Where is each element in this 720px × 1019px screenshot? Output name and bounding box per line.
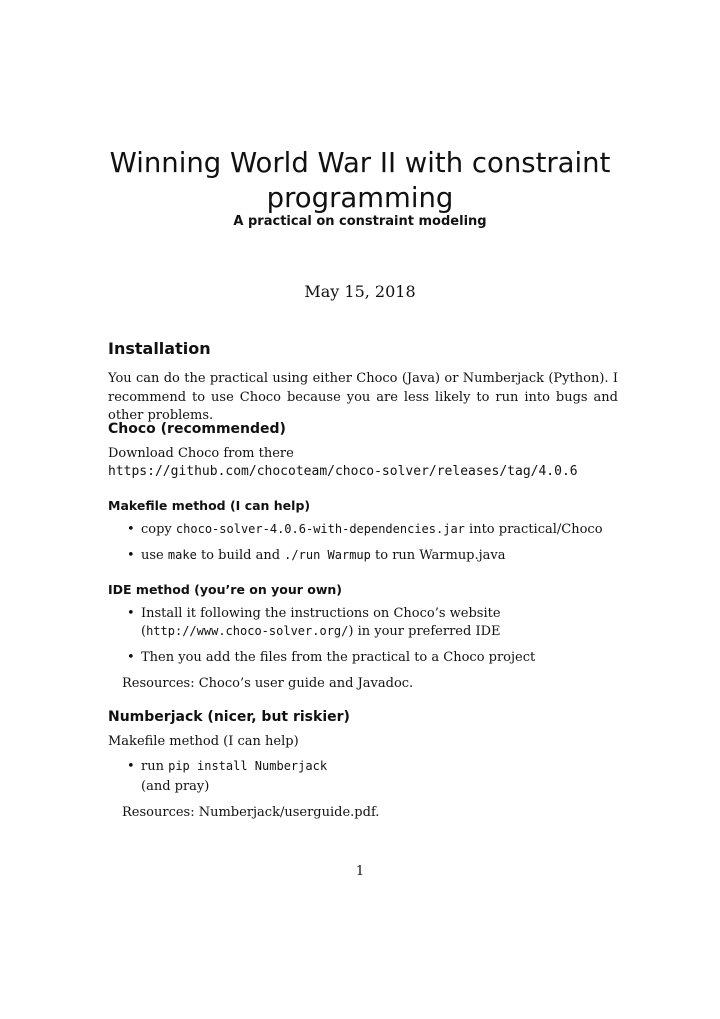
installation-paragraph: You can do the practical using either Choco (Java) or Numberjack (Python). I recommend to use Choco because you are less likely to run into bugs and other problems. xyxy=(108,371,618,424)
jar-filename: choco-solver-4.0.6-with-dependencies.jar xyxy=(175,522,465,536)
pip-command: pip install Numberjack xyxy=(168,759,328,773)
paren: ( xyxy=(141,624,147,639)
bullet-icon: • xyxy=(127,650,135,665)
bullet-icon: • xyxy=(127,548,135,563)
heading-numberjack: Numberjack (nicer, but riskier) xyxy=(108,709,350,725)
list-item xyxy=(127,522,603,537)
bullet-text: to build and xyxy=(200,548,281,563)
page-subtitle: A practical on constraint modeling xyxy=(233,214,487,229)
choco-resources: Resources: Choco’s user guide and Javadoc. xyxy=(122,676,414,691)
bullet-text: into practical/Choco xyxy=(469,522,603,537)
bullet-text: use xyxy=(141,548,164,563)
bullet-text: copy xyxy=(141,522,172,537)
page-title xyxy=(60,146,660,216)
list-item-continuation: (and pray) xyxy=(141,779,210,794)
heading-choco: Choco (recommended) xyxy=(108,421,286,437)
list-item-continuation xyxy=(141,624,501,639)
bullet-icon: • xyxy=(127,606,135,621)
bullet-icon: • xyxy=(127,522,135,537)
choco-website-url[interactable]: http://www.choco-solver.org/ xyxy=(146,624,349,638)
list-item xyxy=(127,606,501,621)
numberjack-method: Makefile method (I can help) xyxy=(108,734,299,749)
list-item xyxy=(127,548,506,563)
make-command: make xyxy=(167,548,197,562)
choco-download-text: Download Choco from there xyxy=(108,446,294,461)
numberjack-resources: Resources: Numberjack/userguide.pdf. xyxy=(122,805,380,820)
run-command: ./run Warmup xyxy=(284,548,371,562)
bullet-text: Then you add the files from the practical to a Choco project xyxy=(141,650,536,665)
title-line-1: Winning World War II with constraint xyxy=(109,147,611,179)
bullet-text: Install it following the instructions on Choco’s website xyxy=(141,606,501,621)
list-item xyxy=(127,759,327,774)
document-date: May 15, 2018 xyxy=(304,282,416,301)
bullet-text: to run Warmup.java xyxy=(375,548,506,563)
heading-makefile-method: Makefile method (I can help) xyxy=(108,498,311,513)
title-line-2: programming xyxy=(266,182,454,214)
heading-ide-method: IDE method (you’re on your own) xyxy=(108,582,343,597)
page-number: 1 xyxy=(355,864,365,879)
heading-installation: Installation xyxy=(108,339,211,358)
list-item xyxy=(127,650,535,665)
bullet-text: run xyxy=(141,759,164,774)
bullet-text: ) in your preferred IDE xyxy=(348,624,501,639)
bullet-icon: • xyxy=(127,759,135,774)
choco-download-url[interactable]: https://github.com/chocoteam/choco-solver/releases/tag/4.0.6 xyxy=(108,464,578,479)
